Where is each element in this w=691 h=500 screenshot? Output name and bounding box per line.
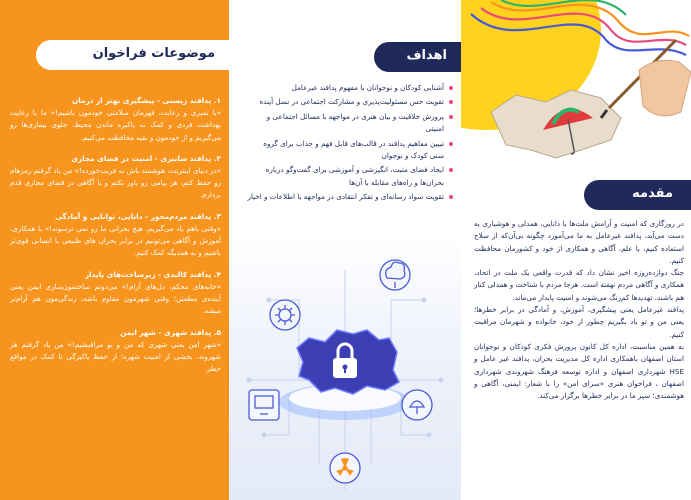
- goals-title-bar: [374, 42, 461, 72]
- topic-heading: ۳. پدافند مردم‌محور - دانایی، توانایی و آمادگی: [55, 211, 221, 221]
- topic-item: [10, 269, 221, 318]
- topic-item: [10, 95, 221, 144]
- topic-heading: ۴. پدافند کالبدی - زیرساخت‌های پایدار: [84, 269, 221, 279]
- topic-item: [10, 327, 221, 376]
- intro-paragraph: در روزگاری که امنیت و آرامش ملت‌ها با دانایی، همدلی و هوشیاری به دست می‌آید، پدافند غیرعامل به ما می‌آموزد چگونه بی‌آن‌که از سلاح استفاده کنیم، با علم، آگاهی و همکاری از خود و کشورمان محافظت کنیم.: [474, 219, 684, 265]
- topic-body: «با تمیزی و رعایت، قهرمان سلامتی خودمون باشیم!» ما با رعایت بهداشت فردی و کمک به پاکیزه ماندن محیط، جلوی بیماری‌ها رو می‌گیریم و از خودمون و بقیه محافظت می‌کنیم.: [10, 108, 221, 142]
- topic-body: «خانه‌های محکم، دل‌های آرام!» می‌دونم ساختمون‌سازی ایمن یعنی آینده‌ی مطمئن؛ وقتی شهرمون مقاوم باشه، زندگی‌مون هم آرام‌تر میشه.: [10, 281, 221, 316]
- goal-item: پرورش خلاقیت و بیان هنری در مواجهه با مسائل اجتماعی و امنیتی: [247, 111, 453, 136]
- intro-paragraph: پدافند غیرعامل یعنی پیشگیری، آموزش، و آمادگی در برابر خطرها؛ یعنی من و تو یاد بگیریم چطور از خود، خانواده و شهرمان مراقبت کنیم.: [474, 305, 684, 339]
- goals-panel: [229, 0, 461, 500]
- intro-title: مقدمه: [632, 186, 673, 201]
- intro-panel: [461, 0, 691, 500]
- intro-title-bar: [584, 180, 691, 210]
- computer-icon: [249, 390, 279, 420]
- topic-item: [10, 153, 221, 202]
- goal-item: ایجاد فضای مثبت، انگیزشی و آموزشی برای گفت‌وگو درباره بحران‌ها و راه‌های مقابله با آن‌ها: [247, 164, 453, 189]
- tree-icon: [380, 260, 410, 290]
- topic-body: «در دنیای اینترنت، هوشمند باش نه فریب‌خورده!» من یاد گرفتم رمزهام رو حفظ کنم، هر پیامی رو باور نکنم و با آگاهی در فضای مجازی قدم بردارم.: [10, 165, 221, 200]
- topics-panel: [0, 0, 229, 500]
- goal-item: تقویت سواد رسانه‌ای و تفکر انتقادی در مواجهه با اطلاعات و اخبار: [247, 191, 453, 203]
- topic-body: «وقتی باهم یاد می‌گیریم، هیچ بحرانی ما رو نمی ترسونه!» با همکاری، آموزش و آگاهی می‌تونیم در برابر بحران های طبیعی یا انسانی قوی‌تر باشیم و به همدیگه کمک کنیم.: [10, 223, 221, 258]
- topic-heading: ۲. پدافند سایبری - امنیت در فضای مجازی: [71, 153, 221, 163]
- topic-item: [10, 211, 221, 260]
- topic-heading: ۵. پدافند شهری - شهر ایمن: [120, 327, 221, 337]
- shield-icon: [402, 390, 432, 420]
- radiation-icon: [330, 453, 360, 483]
- goals-title: اهداف: [406, 48, 447, 63]
- topic-heading: ۱. پدافند زیستی - پیشگیری بهتر از درمان: [71, 96, 221, 105]
- virus-icon: [270, 300, 300, 330]
- topics-list: [10, 95, 221, 384]
- goals-list: [247, 82, 453, 206]
- painting-illustration: [461, 0, 691, 175]
- topics-title: موضوعات فراخوان: [92, 46, 215, 61]
- intro-text: [474, 218, 684, 402]
- goal-item: تبیین مفاهیم پدافند در قالب‌های قابل فهم و جذاب برای گروه سنی کودک و نوجوان: [247, 138, 453, 163]
- topics-title-bar: [36, 40, 229, 70]
- goal-item: آشنایی کودکان و نوجوانان با مفهوم پدافند غیرعامل: [247, 82, 453, 94]
- security-illustration: [229, 230, 461, 500]
- topic-body: «شهر امن یعنی شهری که من و تو مراقبشیم!» من یاد گرفتم هر شهروند، بخشی از امنیت شهره؛ از حفظ پاکیزگی تا کمک در مواقع خطر.: [10, 339, 221, 374]
- goal-item: تقویت حس مسئولیت‌پذیری و مشارکت اجتماعی در نسل آینده: [247, 96, 453, 108]
- intro-paragraph: جنگ دوازده‌روزه اخیر نشان داد که قدرت واقعی یک ملت در اتحاد، همکاری و آگاهی مردم نهفته است. هرجا مردم با شناخت و همدلی کنار هم باشند، تهدیدها کم‌رنگ می‌شوند و امنیت پایدار می‌ماند.: [474, 268, 684, 302]
- intro-paragraph: به همین مناسبت، اداره کل کانون پرورش فکری کودکان و نوجوانان استان اصفهان باهمکاری اداره کل مدیریت بحران، پدافند غیر عامل و HSE شهرداری اصفهان و اداره توسعه فرهنگ شهروندی شهرداری اصفهان ، فراخوان هنری «سرای امن» را با شعار: ایمنی، آگاهی و هوشمندی؛ سپر ما در برابر خطرها برگزار می‌کند.: [474, 341, 684, 401]
